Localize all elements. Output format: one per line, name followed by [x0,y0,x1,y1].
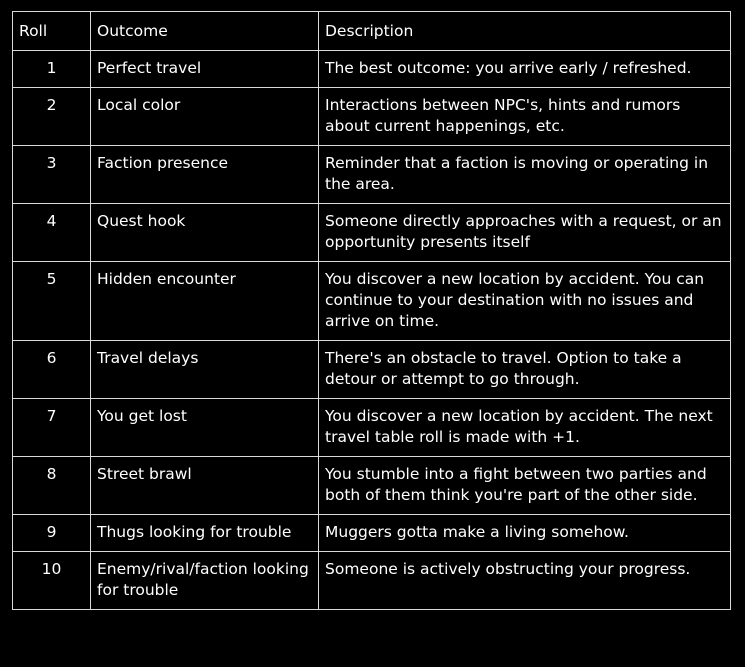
table-row [13,88,731,146]
header-row [13,12,731,51]
travel-outcome-table [12,11,731,610]
roll-cell: 5 [13,262,91,341]
table-row [13,457,731,515]
header-outcome: Outcome [91,12,319,51]
table-row [13,552,731,610]
description-cell: Someone directly approaches with a request, or an opportunity presents itself [319,204,731,262]
roll-cell: 8 [13,457,91,515]
outcome-cell: Hidden encounter [91,262,319,341]
description-cell: There's an obstacle to travel. Option to take a detour or attempt to go through. [319,341,731,399]
outcome-cell: Thugs looking for trouble [91,515,319,552]
outcome-cell: Local color [91,88,319,146]
description-cell: Someone is actively obstructing your progress. [319,552,731,610]
table-row [13,146,731,204]
roll-cell: 3 [13,146,91,204]
outcome-cell: Enemy/rival/faction looking for trouble [91,552,319,610]
outcome-cell: You get lost [91,399,319,457]
roll-cell: 2 [13,88,91,146]
header-description: Description [319,12,731,51]
outcome-cell: Quest hook [91,204,319,262]
table-row [13,399,731,457]
outcome-cell: Faction presence [91,146,319,204]
roll-cell: 10 [13,552,91,610]
roll-cell: 6 [13,341,91,399]
outcome-cell: Travel delays [91,341,319,399]
table-row [13,262,731,341]
description-cell: The best outcome: you arrive early / refreshed. [319,51,731,88]
header-roll: Roll [13,12,91,51]
description-cell: Interactions between NPC's, hints and rumors about current happenings, etc. [319,88,731,146]
description-cell: Reminder that a faction is moving or operating in the area. [319,146,731,204]
roll-cell: 4 [13,204,91,262]
table-row [13,51,731,88]
roll-cell: 1 [13,51,91,88]
roll-cell: 7 [13,399,91,457]
outcome-cell: Perfect travel [91,51,319,88]
roll-cell: 9 [13,515,91,552]
table-row [13,204,731,262]
table-row [13,515,731,552]
description-cell: You discover a new location by accident. You can continue to your destination with no issues and arrive on time. [319,262,731,341]
table-row [13,341,731,399]
outcome-cell: Street brawl [91,457,319,515]
description-cell: Muggers gotta make a living somehow. [319,515,731,552]
description-cell: You stumble into a fight between two parties and both of them think you're part of the other side. [319,457,731,515]
description-cell: You discover a new location by accident. The next travel table roll is made with +1. [319,399,731,457]
